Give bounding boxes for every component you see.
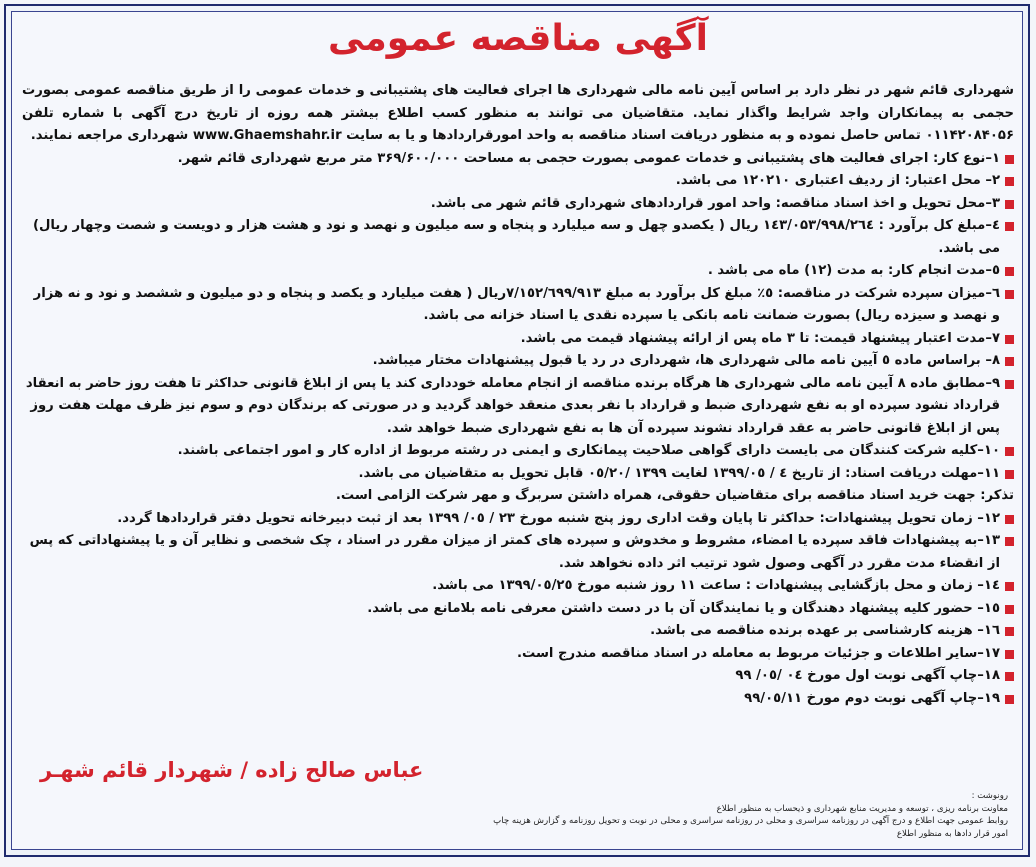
notice-item-text: ۱–نوع کار: اجرای فعالیت های پشتیبانی و خدمات عمومی بصورت حجمی به مساحت ۳۶۹/۶۰۰/۰۰۰ متر مربع شهرداری قائم شهر. [177,150,1000,166]
intro-paragraph: شهرداری قائم شهر در نظر دارد بر اساس آیین نامه مالی شهرداری ها اجرای فعالیت های پشتیبانی و خدمات عمومی را از طریق مناقصه عمومی بصورت حجمی به پیمانکاران واجد شرایط واگذار نماید. متقاضیان می توانند به منظور کسب اطلاع بیشتر همه روزه از تاریخ درج آگهی با شماره تلفن ۰۱۱۴۲۰۸۴۰۵۶ تماس حاصل نموده و به منظور دریافت اسناد مناقصه به واحد امورقراردادها و یا به سایت www.Ghaemshahr.ir شهرداری مراجعه نمایند. [22,83,1014,143]
notice-item-text: ۳–محل تحویل و اخذ اسناد مناقصه: واحد امور قراردادهای شهرداری قائم شهر می باشد. [430,195,1000,211]
notice-item-text: ۹–مطابق ماده ۸ آیین نامه مالی شهرداری ها هرگاه برنده مناقصه از انجام معامله خودداری کند یا پس از ابلاغ قانونی حداکثر تا هفت روز حاضر به انعقاد قرارداد نشود سپرده او به نفع شهرداری ضبط و قرارداد با نفر بعدی منعقد خواهد گردید و در صورتی که برندگان دوم و سوم نیز ظرف مهلت هفت روز پس از ابلاغ قانونی حاضر به عقد قرارداد نشوند سپرده آن ها به نفع شهرداری ضبط خواهد شد. [25,375,1000,436]
bullet-square-icon [1005,380,1014,389]
notice-item [22,440,1014,463]
notice-item-text: ۱٦– هزینه کارشناسی بر عهده برنده مناقصه می باشد. [650,623,1000,638]
cc-line: معاونت برنامه ریزی ، توسعه و مدیریت منابع شهرداری و ذیحساب به منظور اطلاع [716,803,1008,814]
notice-item-text: ۱۹–چاپ آگهی نوبت دوم مورخ ۹۹/۰٥/۱۱ [744,690,1000,706]
notice-item-text: ۷–مدت اعتبار پیشنهاد قیمت: تا ۳ ماه پس از ارائه پیشنهاد قیمت می باشد. [520,330,1000,346]
notice-item [22,643,1014,666]
notice-item [22,665,1014,688]
bullet-square-icon [1005,222,1014,231]
bullet-square-icon [1005,290,1014,299]
items-list-2 [22,508,1014,711]
notice-item [22,193,1014,216]
notice-item-text: ۱۲– زمان تحویل پیشنهادات: حداکثر تا پایان وقت اداری روز پنج شنبه مورخ ۲۳ / ۰٥/ ۱۳۹۹ بعد از ثبت دبیرخانه تحویل دفتر قراردادها گردد. [117,510,1000,526]
notice-item [22,598,1014,621]
cc-line: امور قرار دادها به منظور اطلاع [896,828,1008,839]
notice-item-text: ۲– محل اعتبار: از ردیف اعتباری ۱۲۰۲۱۰ می باشد. [675,173,1000,188]
notice-item-text: ۱۱–مهلت دریافت اسناد: از تاریخ ٤ / ۱۳۹۹/۰٥ لغایت ۱۳۹۹ /۰٥/۲۰ قابل تحویل به متقاضیان می باشد. [358,465,1000,481]
cc-list [288,790,1008,840]
notice-item-text: ۱۰–کلیه شرکت کنندگان می بایست دارای گواهی صلاحیت پیمانکاری و ایمنی در رشته مربوط از اداره کار و امور اجتماعی باشند. [177,443,1000,458]
notice-item-text: ۱۳–به پیشنهادات فاقد سپرده یا امضاء، مشروط و مخدوش و سپرده های کمتر از میزان مقرر در اسناد ، چک شخصی و نظایر آن و یا پیشنهاداتی که پس از انقضاء مدت مقرر در آگهی وصول شود ترتیب اثر داده نخواهد شد. [29,533,1000,571]
items-list [22,148,1014,486]
notice-item [22,328,1014,351]
notice-item-text: ٦–میزان سپرده شرکت در مناقصه: ٥٪ مبلغ کل برآورد به مبلغ ۷/۱٥۲/٦۹۹/۹۱۳ریال ( هفت میلیارد و یکصد و پنجاه و دو میلیون و ششصد و نود و نه هزار و نهصد و سیزده ریال) بصورت ضمانت نامه بانکی یا سپرده نقدی یا اسناد خزانه می باشد. [33,285,1000,323]
notice-item [22,215,1014,260]
notice-item-text: ۱۷–سایر اطلاعات و جزئیات مربوط به معامله در اسناد مناقصه مندرج است. [516,645,1000,661]
bullet-square-icon [1005,267,1014,276]
bullet-square-icon [1005,357,1014,366]
notice-item [22,260,1014,283]
bullet-square-icon [1005,672,1014,681]
notice-item [22,508,1014,531]
cc-line: رونوشت : [971,791,1008,801]
notice-item [22,148,1014,171]
notice-item [22,283,1014,328]
notice-item [22,170,1014,193]
notice-item [22,373,1014,441]
bullet-square-icon [1005,537,1014,546]
notice-item-text: ٤–مبلغ کل برآورد : ۱٤۳/۰۵۳/۹۹۸/۲٦٤ ریال ( یکصدو چهل و سه میلیارد و پنجاه و سه میلیون و نهصد و نود و هشت هزار و دویست و شصت وچهار ریال) می باشد. [32,218,1000,256]
notice-item [22,530,1014,575]
bullet-square-icon [1005,155,1014,164]
notice-item [22,463,1014,486]
bullet-square-icon [1005,200,1014,209]
bullet-square-icon [1005,470,1014,479]
notice-title: آگهی مناقصه عمومی [328,18,708,59]
bullet-square-icon [1005,650,1014,659]
notice-item-text: ۱٤– زمان و محل بازگشایی پیشنهادات : ساعت ۱۱ روز شنبه مورخ ۱۳۹۹/۰٥/۲٥ می باشد. [432,578,1000,593]
cc-line: روابط عمومی جهت اطلاع و درج آگهی در روزنامه سراسری و محلی در روزنامه سراسری و محلی در نوبت و تحویل روزنامه و گزارش هزینه چاپ [493,816,1008,826]
notice-item-text: ۱۸–چاپ آگهی نوبت اول مورخ ۰٤ /۰٥/ ۹۹ [735,668,1000,683]
bullet-square-icon [1005,177,1014,186]
note-line: تذکر: جهت خرید اسناد مناقصه برای متقاضیان حقوقی، همراه داشتن سربرگ و مهر شرکت الزامی است. [335,488,1014,503]
bullet-square-icon [1005,335,1014,344]
notice-item [22,688,1014,711]
notice-body [22,80,1014,710]
notice-item [22,350,1014,373]
bullet-square-icon [1005,627,1014,636]
notice-item-text: ۱٥– حضور کلیه پیشنهاد دهندگان و یا نمایندگان آن با در دست داشتن معرفی نامه بلامانع می باشد. [367,600,1000,616]
notice-item-text: ۸– براساس ماده ٥ آیین نامه مالی شهرداری ها، شهرداری در رد یا قبول پیشنهادات مختار میباشد. [372,353,1000,368]
bullet-square-icon [1005,605,1014,614]
bullet-square-icon [1005,582,1014,591]
mayor-signature: عباس صالح زاده / شهردار قائم شهـر [40,758,424,782]
notice-item [22,575,1014,598]
notice-item [22,620,1014,643]
bullet-square-icon [1005,695,1014,704]
bullet-square-icon [1005,447,1014,456]
notice-item-text: ٥–مدت انجام کار: به مدت (۱۲) ماه می باشد . [707,263,1000,278]
bullet-square-icon [1005,515,1014,524]
